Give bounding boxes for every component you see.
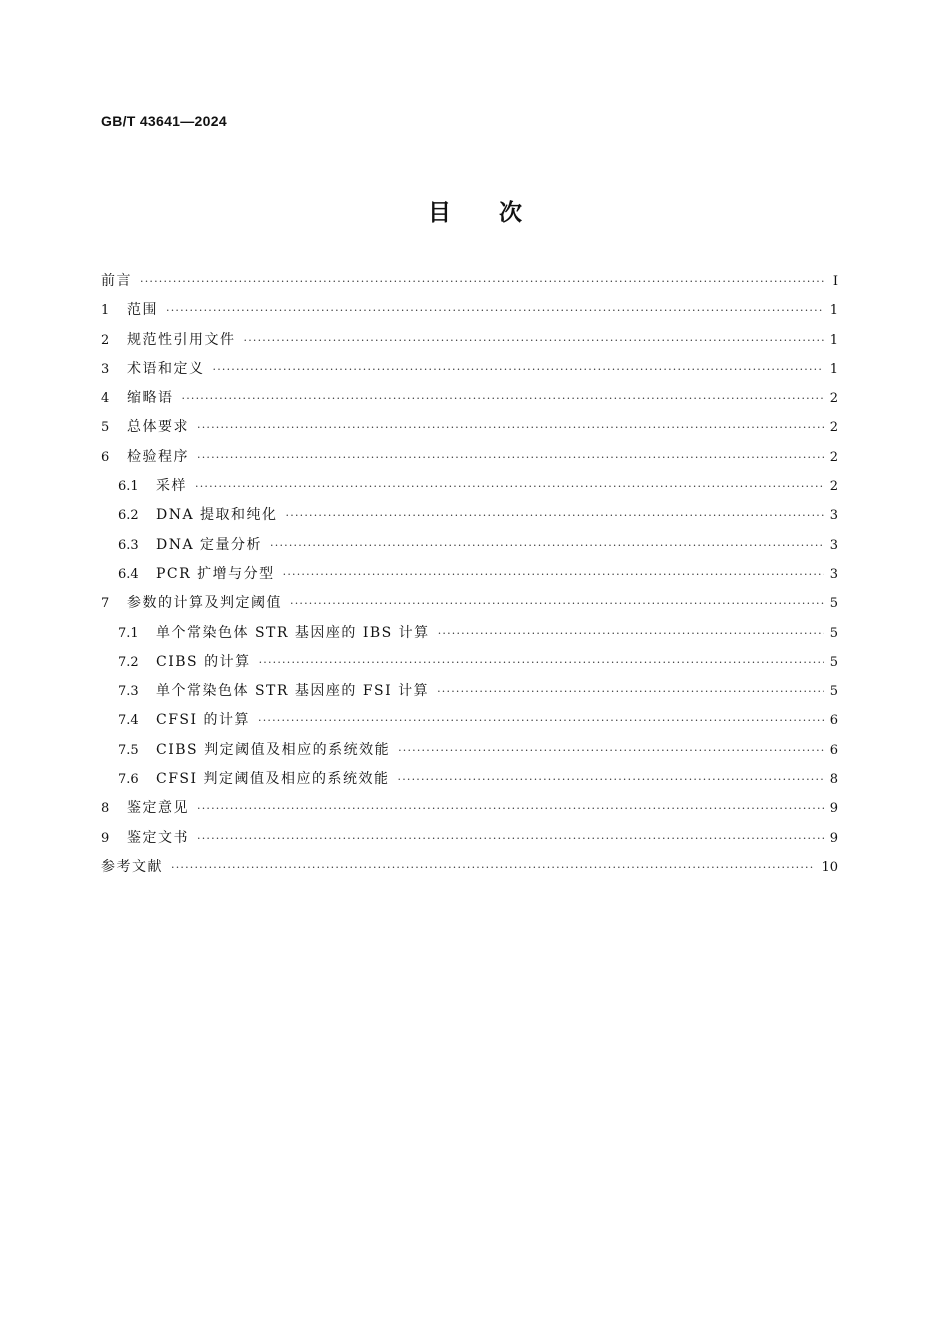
toc-page: 2 [829, 420, 838, 436]
toc-page: 3 [829, 566, 838, 582]
toc-entry[interactable] [101, 446, 838, 475]
toc-number: 1 [101, 303, 110, 319]
toc-number: 6.3 [118, 537, 139, 553]
toc-number: 7.1 [118, 625, 139, 641]
toc-leader [166, 304, 824, 317]
toc-leader [197, 802, 824, 815]
toc-page: 5 [829, 684, 838, 700]
toc-leader [258, 714, 824, 727]
toc-page: 5 [829, 654, 838, 670]
toc-page: 5 [829, 625, 838, 641]
toc-leader [398, 744, 824, 757]
toc-entry[interactable] [101, 358, 838, 387]
toc-entry[interactable] [101, 856, 838, 885]
toc-label: CFSI 判定阈值及相应的系统效能 [156, 771, 390, 788]
toc-leader [197, 421, 824, 434]
toc-page: 2 [829, 479, 838, 495]
toc-page: 6 [829, 713, 838, 729]
table-of-contents [101, 270, 838, 885]
toc-subentry[interactable] [101, 768, 838, 797]
toc-number: 7.5 [118, 742, 139, 758]
toc-leader [270, 539, 824, 552]
standard-code: GB/T 43641—2024 [101, 113, 227, 129]
toc-label: 范围 [127, 302, 158, 319]
toc-leader [259, 656, 824, 669]
toc-page: 9 [829, 801, 838, 817]
toc-leader [182, 392, 824, 405]
toc-label: 参数的计算及判定阈值 [127, 595, 282, 612]
toc-label: 前言 [101, 273, 132, 289]
toc-number: 7.3 [118, 684, 139, 700]
toc-label: CIBS 判定阈值及相应的系统效能 [156, 741, 391, 758]
toc-page: 1 [829, 361, 838, 377]
toc-number: 6 [101, 449, 110, 465]
toc-leader [197, 832, 824, 845]
toc-leader [437, 685, 824, 698]
toc-label: CFSI 的计算 [156, 712, 250, 729]
toc-entry[interactable] [101, 827, 838, 856]
toc-page: I [832, 274, 838, 289]
toc-entry[interactable] [101, 299, 838, 328]
toc-leader [398, 773, 824, 786]
toc-page: 2 [829, 391, 838, 407]
toc-label: 缩略语 [127, 390, 174, 407]
toc-label: 鉴定意见 [127, 800, 189, 817]
toc-subentry[interactable] [101, 563, 838, 592]
toc-page: 6 [829, 742, 838, 758]
toc-number: 9 [101, 830, 110, 846]
toc-leader [213, 363, 824, 376]
toc-label: 单个常染色体 STR 基因座的 FSI 计算 [156, 683, 430, 700]
toc-leader [283, 568, 824, 581]
toc-subentry[interactable] [101, 739, 838, 768]
toc-leader [290, 597, 824, 610]
toc-subentry[interactable] [101, 709, 838, 738]
toc-subentry[interactable] [101, 534, 838, 563]
toc-label: CIBS 的计算 [156, 653, 251, 670]
toc-page: 3 [829, 537, 838, 553]
toc-subentry[interactable] [101, 622, 838, 651]
toc-page: 2 [829, 449, 838, 465]
toc-subentry[interactable] [101, 680, 838, 709]
toc-label: 参考文献 [101, 858, 163, 875]
toc-page: 10 [821, 859, 838, 875]
toc-label: DNA 定量分析 [156, 536, 263, 553]
toc-label: DNA 提取和纯化 [156, 507, 278, 524]
toc-entry[interactable] [101, 416, 838, 445]
toc-page: 1 [829, 332, 838, 348]
page-title: 目次 [428, 200, 570, 226]
toc-leader [438, 627, 824, 640]
toc-number: 5 [101, 420, 110, 436]
toc-entry[interactable] [101, 387, 838, 416]
toc-leader [195, 480, 824, 493]
toc-leader [197, 451, 824, 464]
toc-page: 3 [829, 508, 838, 524]
toc-page: 5 [829, 596, 838, 612]
toc-number: 6.4 [118, 566, 139, 582]
toc-subentry[interactable] [101, 651, 838, 680]
toc-entry[interactable] [101, 797, 838, 826]
toc-number: 2 [101, 332, 110, 348]
toc-label: 鉴定文书 [127, 829, 189, 846]
toc-number: 4 [101, 391, 110, 407]
toc-entry[interactable] [101, 592, 838, 621]
toc-page: 9 [829, 830, 838, 846]
toc-subentry[interactable] [101, 475, 838, 504]
toc-label: 规范性引用文件 [127, 331, 236, 348]
toc-leader [244, 334, 824, 347]
toc-number: 7.2 [118, 654, 139, 670]
toc-label: 总体要求 [127, 419, 189, 436]
toc-number: 6.1 [118, 479, 139, 495]
toc-number: 7 [101, 596, 110, 612]
toc-number: 7.4 [118, 713, 139, 729]
toc-label: 采样 [156, 478, 187, 495]
toc-page: 1 [829, 303, 838, 319]
toc-label: PCR 扩增与分型 [156, 565, 275, 582]
toc-number: 8 [101, 801, 110, 817]
toc-entry[interactable] [101, 270, 838, 299]
toc-page: 8 [829, 772, 838, 788]
toc-number: 6.2 [118, 508, 139, 524]
toc-label: 术语和定义 [127, 360, 205, 377]
toc-number: 7.6 [118, 772, 139, 788]
toc-label: 单个常染色体 STR 基因座的 IBS 计算 [156, 624, 430, 641]
toc-leader [286, 509, 824, 522]
toc-number: 3 [101, 361, 110, 377]
toc-label: 检验程序 [127, 448, 189, 465]
toc-subentry[interactable] [101, 504, 838, 533]
toc-leader [171, 861, 815, 874]
toc-leader [140, 275, 824, 288]
toc-entry[interactable] [101, 329, 838, 358]
